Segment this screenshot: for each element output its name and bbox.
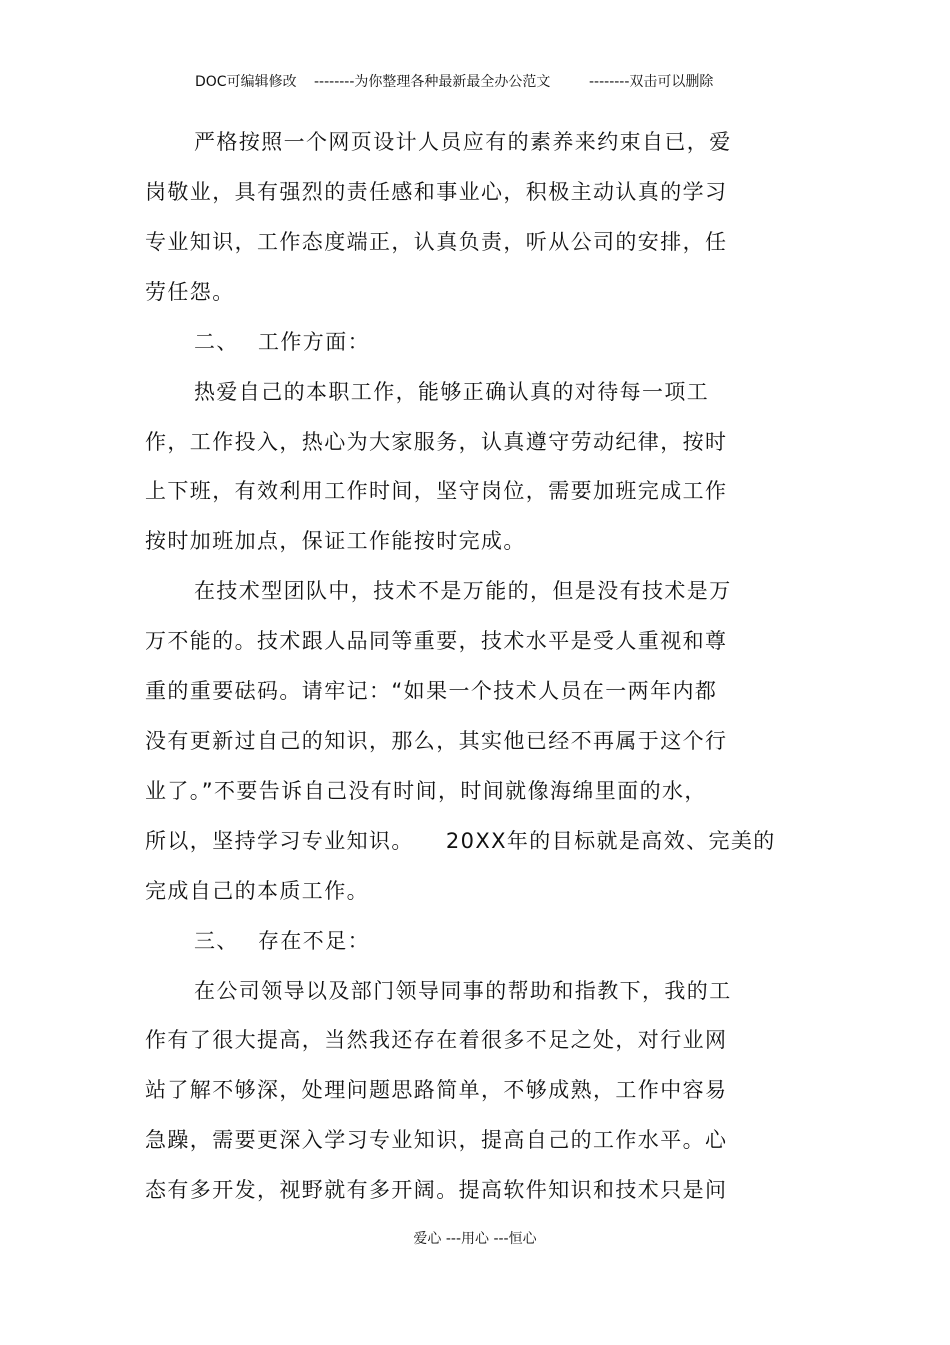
- paragraph-line: 万不能的。技术跟人品同等重要，技术水平是受人重视和尊: [145, 629, 728, 653]
- paragraph-line: 在公司领导以及部门领导同事的帮助和指教下，我的工: [194, 979, 732, 1003]
- paragraph-line: 严格按照一个网页设计人员应有的素养来约束自已，爱: [194, 130, 732, 154]
- section-number: 二、: [194, 330, 239, 354]
- paragraph-line: 作，工作投入，热心为大家服务，认真遵守劳动纪律，按时: [145, 430, 728, 454]
- paragraph-line: 在技术型团队中，技术不是万能的，但是没有技术是万: [194, 579, 732, 603]
- paragraph-line: 急躁，需要更深入学习专业知识，提高自己的工作水平。心: [145, 1128, 728, 1152]
- paragraph-line: 按时加班加点，保证工作能按时完成。: [145, 529, 526, 553]
- header-doc-label: DOC可编辑修改: [195, 74, 297, 90]
- page-footer: 爱心 ---用心 ---恒心: [413, 1231, 537, 1247]
- paragraph-line: 热爱自己的本职工作，能够正确认真的对待每一项工: [194, 380, 710, 404]
- paragraph-line: 岗敬业，具有强烈的责任感和事业心，积极主动认真的学习: [145, 180, 728, 204]
- header-middle-text: --------为你整理各种最新最全办公范文: [314, 74, 551, 90]
- paragraph-line-part: 所以，坚持学习专业知识。: [145, 829, 414, 853]
- header-right-text: --------双击可以删除: [589, 74, 714, 90]
- section-title: 工作方面：: [258, 330, 370, 354]
- paragraph-line: 站了解不够深，处理问题思路简单，不够成熟，工作中容易: [145, 1078, 728, 1102]
- paragraph-line: 完成自己的本质工作。: [145, 879, 369, 903]
- paragraph-line: 重的重要砝码。请牢记：“如果一个技术人员在一两年内都: [145, 679, 718, 703]
- section-title: 存在不足：: [258, 929, 370, 953]
- paragraph-line: 业了。”不要告诉自己没有时间，时间就像海绵里面的水，: [145, 779, 707, 803]
- paragraph-line: 上下班，有效利用工作时间，坚守岗位，需要加班完成工作: [145, 479, 728, 503]
- paragraph-line: 没有更新过自己的知识，那么，其实他已经不再属于这个行: [145, 729, 728, 753]
- paragraph-line: [145, 826, 776, 856]
- section-number: 三、: [194, 929, 239, 953]
- paragraph-line: 态有多开发，视野就有多开阔。提高软件知识和技术只是问: [145, 1178, 728, 1202]
- paragraph-line: 专业知识，工作态度端正，认真负责，听从公司的安排，任: [145, 230, 728, 254]
- paragraph-line-part: 20XX年的目标就是高效、完美的: [445, 829, 776, 853]
- paragraph-line: 作有了很大提高，当然我还存在着很多不足之处，对行业网: [145, 1028, 728, 1052]
- paragraph-line: 劳任怨。: [145, 280, 235, 304]
